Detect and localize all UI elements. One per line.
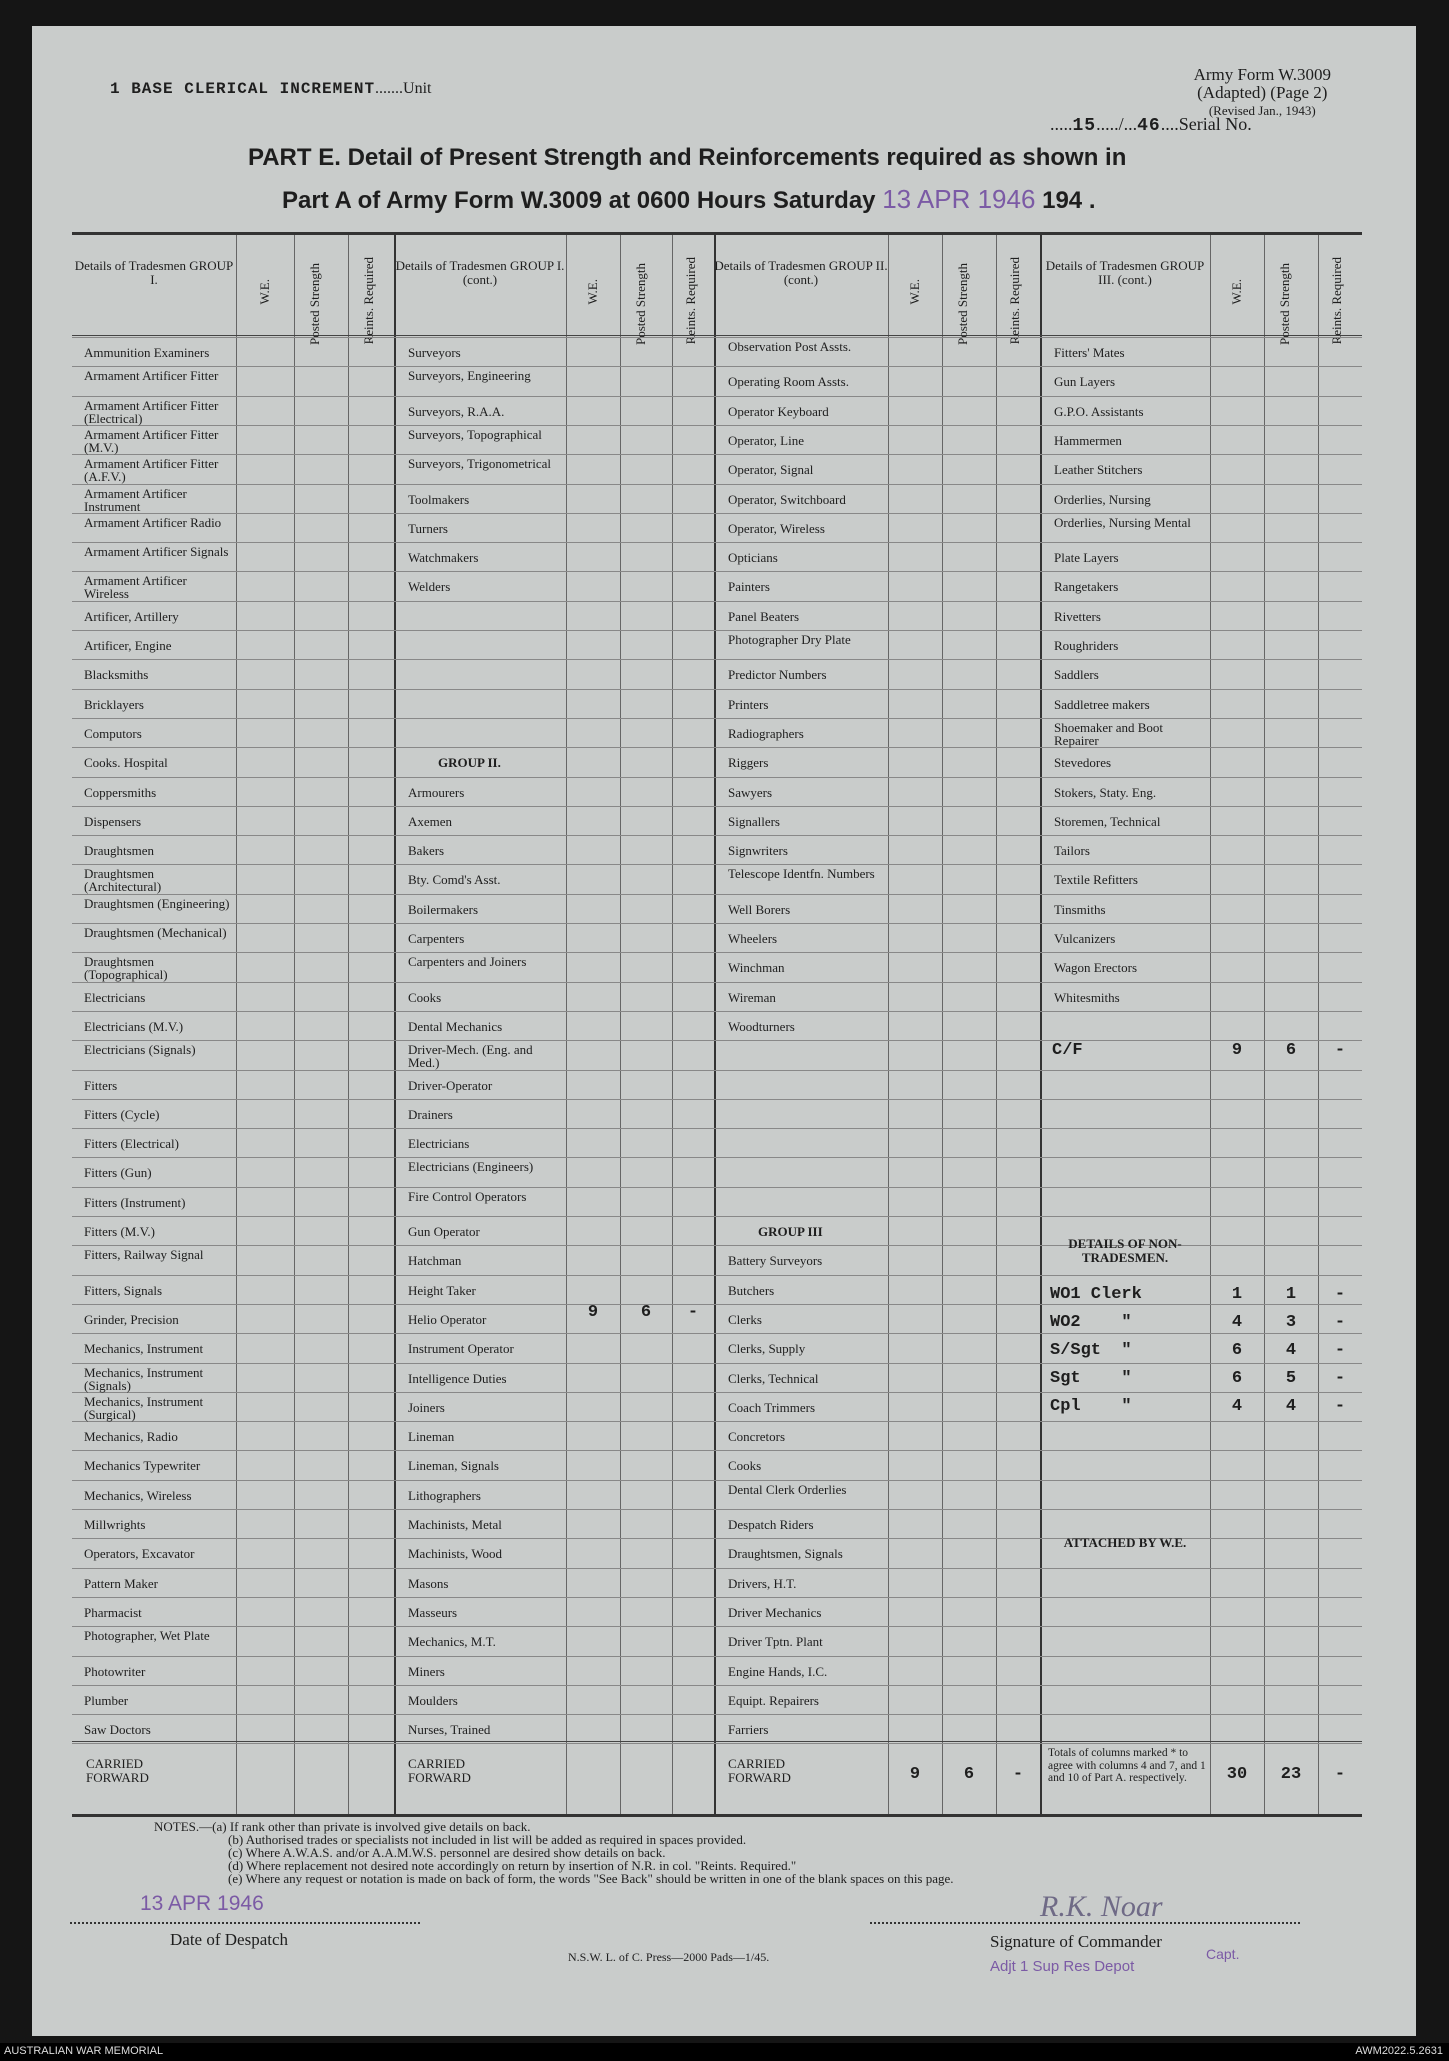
trade-row-label: Signwriters <box>728 843 788 859</box>
trade-row-label: Blacksmiths <box>84 667 149 683</box>
trade-row-label: Orderlies, Nursing <box>1054 491 1151 507</box>
trade-row-label: Coach Trimmers <box>728 1399 816 1415</box>
trade-row-label: Machinists, Wood <box>408 1546 503 1562</box>
trade-row-label: Gun Layers <box>1054 374 1116 390</box>
non-tradesman-reints: - <box>1334 1285 1346 1304</box>
trade-row-label: Mechanics, Wireless <box>84 1487 192 1503</box>
trade-row-label: Draughtsmen (Architectural) <box>84 866 162 895</box>
form-revised: (Revised Jan., 1943) <box>1208 103 1316 118</box>
trade-row-label: Vulcanizers <box>1054 931 1116 946</box>
non-tradesman-rank: Sgt " <box>1050 1369 1132 1388</box>
group-heading: GROUP III <box>758 1224 823 1239</box>
unit-line: 1 BASE CLERICAL INCREMENT.......Unit <box>110 80 432 98</box>
printer-line: N.S.W. L. of C. Press—2000 Pads—1/45. <box>568 1950 770 1964</box>
despatch-line <box>70 1922 420 1924</box>
trade-row-label: Draughtsmen, Signals <box>728 1546 843 1562</box>
trade-row-label: Ammunition Examiners <box>84 345 210 360</box>
non-tradesman-reints: - <box>1334 1369 1346 1388</box>
trade-row-label: Operator, Switchboard <box>728 491 846 507</box>
note-e: (e) Where any request or notation is made on back of form, the words "See Back" should be written in one of the blank spaces on this page. <box>228 1871 954 1886</box>
trade-row-label: Armament Artificer Radio <box>84 514 222 530</box>
trade-row-label: Photowriter <box>84 1663 146 1679</box>
trade-row-label: Intelligence Duties <box>408 1370 507 1386</box>
note-d: (d) Where replacement not desired note accordingly on return by insertion of N.R. in col. "Reints. Required." <box>228 1858 797 1873</box>
trade-row-label: Surveyors, Engineering <box>408 368 531 384</box>
cf-label: C/F <box>1052 1041 1083 1060</box>
non-tradesmen-heading: DETAILS OF NON-TRADESMEN. <box>1068 1236 1182 1265</box>
trade-row-label: Electricians (M.V.) <box>84 1018 184 1034</box>
serial-part2: 46 <box>1137 116 1161 136</box>
trade-row-label: Armament Artificer Fitter <box>84 368 219 384</box>
trade-row-label: Cooks. Hospital <box>84 755 168 771</box>
trade-row-label: Lithographers <box>408 1487 481 1503</box>
trade-row-label: Operator, Wireless <box>728 520 825 536</box>
note-a: NOTES.—(a) If rank other than private is involved give details on back. <box>154 1819 531 1834</box>
trade-row-label: Clerks, Technical <box>728 1370 819 1386</box>
trade-row-label: Wagon Erectors <box>1054 960 1138 976</box>
non-tradesman-posted: 5 <box>1285 1369 1297 1388</box>
trade-row-label: Clerks, Supply <box>728 1341 806 1357</box>
form-adapted: (Adapted) (Page 2) <box>1197 83 1328 102</box>
trade-row-label: G.P.O. Assistants <box>1054 403 1144 419</box>
trade-row-label: Driver Tptn. Plant <box>728 1634 823 1650</box>
we-header: W.E. <box>585 279 600 305</box>
trade-row-label: Surveyors, Trigonometrical <box>408 456 551 472</box>
we-header: W.E. <box>1229 279 1244 305</box>
cf-we: 9 <box>1231 1041 1243 1060</box>
trade-row-label: Welders <box>408 579 451 595</box>
trade-row-label: Well Borers <box>728 901 791 917</box>
title-year: 194 <box>1042 187 1083 214</box>
posted-header: Posted Strength <box>633 263 648 345</box>
trade-row-label: Riggers <box>728 755 769 771</box>
despatch-stamp: 13 APR 1946 <box>140 1892 264 1915</box>
trade-row-label: Opticians <box>728 550 778 566</box>
trade-row-label: Watchmakers <box>408 550 479 566</box>
posted-header: Posted Strength <box>307 263 322 345</box>
trade-row-label: Storemen, Technical <box>1054 813 1161 829</box>
posted-header: Posted Strength <box>955 263 970 345</box>
non-tradesman-we: 1 <box>1231 1285 1243 1304</box>
commander-signature: R.K. Noar <box>1040 1890 1163 1923</box>
non-tradesman-posted: 4 <box>1285 1341 1297 1360</box>
trade-row-label: Dispensers <box>84 813 142 829</box>
non-tradesman-rank: S/Sgt " <box>1050 1341 1132 1360</box>
trade-row-label: Bricklayers <box>84 696 144 712</box>
archive-footer <box>0 2043 1449 2061</box>
trade-row-label: Draughtsmen (Mechanical) <box>84 925 227 940</box>
trade-row-label: Miners <box>408 1663 445 1679</box>
notes <box>154 1820 954 1885</box>
serial-part1: 15 <box>1072 116 1097 136</box>
non-tradesman-we: 6 <box>1231 1369 1243 1388</box>
trade-row-label: Bakers <box>408 843 445 859</box>
signature-line <box>870 1922 1300 1924</box>
header-group1: Details of Tradesmen GROUP I. <box>74 258 234 287</box>
trade-row-label: Fitters' Mates <box>1054 345 1125 360</box>
trade-row-label: Instrument Operator <box>408 1341 514 1357</box>
form-number: Army Form W.3009 <box>1193 65 1331 84</box>
trade-row-label: Armament Artificer Wireless <box>84 573 187 602</box>
trade-row-label: Artificer, Engine <box>84 638 172 653</box>
non-tradesman-we: 6 <box>1231 1341 1243 1360</box>
trade-row-label: Driver-Operator <box>408 1077 493 1093</box>
trade-row-label: Textile Refitters <box>1054 872 1138 888</box>
trade-row-label: Operator, Signal <box>728 462 814 478</box>
non-tradesman-rank: WO1 Clerk <box>1050 1285 1142 1304</box>
trade-row-label: Fitters <box>84 1077 118 1093</box>
trade-row-label: Helio Operator <box>408 1311 487 1327</box>
non-tradesman-we: 4 <box>1231 1313 1243 1332</box>
trade-row-label: Engine Hands, I.C. <box>728 1663 828 1679</box>
trade-row-label: Concretors <box>728 1429 786 1445</box>
trade-row-label: Rivetters <box>1054 608 1101 624</box>
trade-row-label: Plumber <box>84 1692 129 1708</box>
trade-row-label: Cooks <box>728 1458 762 1474</box>
header-group2-cont: Details of Tradesmen GROUP II. (cont.) <box>714 258 888 287</box>
trade-row-label: Armament Artificer Instrument <box>84 485 187 514</box>
trade-row-label: Clerks <box>728 1311 762 1327</box>
trade-row-label: Cooks <box>408 989 442 1005</box>
trade-row-label: Observation Post Assts. <box>728 339 852 354</box>
signature-label: Signature of Commander <box>990 1932 1162 1951</box>
trade-row-label: Surveyors <box>408 345 461 360</box>
trade-row-label: Fitters (Cycle) <box>84 1106 160 1122</box>
trade-row-label: Mechanics, Instrument <box>84 1341 204 1357</box>
trade-row-label: Stevedores <box>1054 755 1112 771</box>
trade-row-label: Moulders <box>408 1692 458 1708</box>
cf-posted: 6 <box>1285 1041 1297 1060</box>
trade-row-label: Machinists, Metal <box>408 1517 502 1532</box>
trade-row-label: Saddletree makers <box>1054 696 1150 712</box>
trade-row-label: Signallers <box>728 813 780 829</box>
trade-row-label: Grinder, Precision <box>84 1311 179 1327</box>
reints-header: Reints. Required <box>683 257 698 345</box>
trade-row-label: Roughriders <box>1054 638 1119 653</box>
trade-row-label: Driver Mechanics <box>728 1604 822 1620</box>
we-header: W.E. <box>257 279 272 305</box>
trade-row-label: Hatchman <box>408 1253 462 1269</box>
trade-row-label: Mechanics, Instrument (Surgical) <box>84 1393 204 1422</box>
trade-row-label: Telescope Identfn. Numbers <box>728 866 875 882</box>
form-title-line2: Part A of Army Form W.3009 at 0600 Hours Saturday 13 APR 1946 194 . <box>282 184 1096 214</box>
trade-row-label: Draughtsmen <box>84 843 155 859</box>
trade-row-label: Armament Artificer Signals <box>84 544 229 560</box>
despatch-label: Date of Despatch <box>170 1930 289 1949</box>
non-tradesman-reints: - <box>1334 1341 1346 1360</box>
cf3-posted: 6 <box>963 1765 975 1784</box>
trade-row-label: Fitters (Gun) <box>84 1165 152 1181</box>
trade-row-label: Sawyers <box>728 784 773 800</box>
trade-row-label: Electricians (Signals) <box>84 1042 196 1058</box>
trade-row-label: Stokers, Staty. Eng. <box>1054 784 1157 800</box>
trade-row-label: Leather Stitchers <box>1054 462 1143 478</box>
form-title-line1: PART E. Detail of Present Strength and Reinforcements required as shown in <box>248 144 1127 171</box>
date-stamp: 13 APR 1946 <box>882 184 1036 214</box>
unit-label: Unit <box>403 80 432 97</box>
trade-row-label: Operator, Line <box>728 432 805 448</box>
trade-row-label: Lineman, Signals <box>408 1458 499 1474</box>
trade-row-label: Painters <box>728 579 770 595</box>
serial-number: .....15...../...46....Serial No. <box>1050 114 1252 136</box>
cf-reints: - <box>1334 1041 1346 1060</box>
trade-row-label: Equipt. Repairers <box>728 1692 819 1708</box>
trade-row-label: Printers <box>728 696 769 712</box>
header-group1-cont: Details of Tradesmen GROUP I. (cont.) <box>395 258 565 287</box>
reints-header: Reints. Required <box>361 257 376 345</box>
we-header: W.E. <box>907 279 922 305</box>
trade-row-label: Axemen <box>408 813 453 829</box>
posted-header: Posted Strength <box>1277 263 1292 345</box>
trade-row-label: Fitters, Railway Signal <box>84 1247 204 1263</box>
trade-row-label: Driver-Mech. (Eng. and Med.) <box>408 1042 533 1071</box>
rank-stamp: Capt. <box>1206 1946 1240 1962</box>
trade-row-label: Armament Artificer Fitter (Electrical) <box>84 397 219 426</box>
trade-row-label: Fire Control Operators <box>408 1188 527 1204</box>
totals-we: 30 <box>1226 1765 1248 1784</box>
trade-row-label: Wheelers <box>728 931 778 946</box>
trade-row-label: Bty. Comd's Asst. <box>408 872 501 888</box>
trade-row-label: Computors <box>84 725 142 741</box>
trade-row-label: Rangetakers <box>1054 579 1119 595</box>
trade-row-label: Winchman <box>728 960 785 976</box>
trade-row-label: Tailors <box>1054 843 1090 859</box>
trade-row-label: Draughtsmen (Engineering) <box>84 895 230 911</box>
trade-row-label: Shoemaker and Boot Repairer <box>1054 719 1164 748</box>
trade-row-label: Fitters (M.V.) <box>84 1224 155 1239</box>
trade-row-label: Drivers, H.T. <box>728 1575 797 1591</box>
trade-row-label: Surveyors, R.A.A. <box>408 403 505 419</box>
trade-row-label: Turners <box>408 520 448 536</box>
trade-row-label: Operator Keyboard <box>728 403 829 419</box>
cf3-we: 9 <box>909 1765 921 1784</box>
trade-row-label: Nurses, Trained <box>408 1722 491 1738</box>
trade-row-label: Radiographers <box>728 725 804 741</box>
trade-row-label: Drainers <box>408 1106 453 1122</box>
trade-row-label: Height Taker <box>408 1282 476 1298</box>
reints-header: Reints. Required <box>1007 257 1022 345</box>
carried-forward-label: CARRIED FORWARD <box>408 1756 471 1785</box>
trade-row-label: Electricians (Engineers) <box>408 1159 534 1175</box>
trade-row-label: Tinsmiths <box>1054 901 1106 917</box>
trade-row-label: Farriers <box>728 1722 769 1738</box>
non-tradesman-rank: WO2 " <box>1050 1313 1132 1332</box>
trade-row-label: Artificer, Artillery <box>84 608 179 624</box>
trade-row-label: Saw Doctors <box>84 1722 151 1738</box>
title-line2-text: Part A of Army Form W.3009 at 0600 Hours Saturday <box>282 187 876 214</box>
trade-row-label: Masseurs <box>408 1604 458 1620</box>
trade-row-label: Mechanics, Instrument (Signals) <box>84 1364 204 1393</box>
clerks-we: 9 <box>587 1303 599 1322</box>
trade-row-label: Photographer Dry Plate <box>728 632 851 647</box>
form-identifier <box>1194 66 1331 120</box>
clerks-posted: 6 <box>640 1303 652 1322</box>
trade-row-label: Millwrights <box>84 1517 146 1532</box>
cf3-reints: - <box>1012 1765 1024 1784</box>
totals-reints: - <box>1334 1765 1346 1784</box>
trade-row-label: Orderlies, Nursing Mental <box>1054 514 1191 530</box>
trade-row-label: Whitesmiths <box>1054 989 1120 1005</box>
note-b: (b) Authorised trades or specialists not included in list will be added as required in spaces provided. <box>228 1832 747 1847</box>
attached-heading: ATTACHED BY W.E. <box>1063 1535 1187 1550</box>
trade-row-label: Boilermakers <box>408 901 479 917</box>
trade-row-label: Operators, Excavator <box>84 1546 195 1562</box>
trade-row-label: Pattern Maker <box>84 1575 159 1591</box>
trade-row-label: Fitters (Instrument) <box>84 1194 186 1210</box>
trade-row-label: Mechanics Typewriter <box>84 1458 201 1474</box>
trade-row-label: Photographer, Wet Plate <box>84 1628 210 1644</box>
non-tradesman-reints: - <box>1334 1313 1346 1332</box>
footer-left: AUSTRALIAN WAR MEMORIAL <box>4 2045 164 2057</box>
trade-row-label: Woodturners <box>728 1018 795 1034</box>
non-tradesman-we: 4 <box>1231 1397 1243 1416</box>
trade-row-label: Masons <box>408 1575 449 1591</box>
trade-row-label: Plate Layers <box>1054 550 1119 566</box>
trade-row-label: Fitters, Signals <box>84 1282 163 1298</box>
trade-row-label: Armourers <box>408 784 465 800</box>
trade-row-label: Fitters (Electrical) <box>84 1136 179 1152</box>
totals-note: Totals of columns marked * to agree with columns 4 and 7, and 1 and 10 of Part A. respectively. <box>1048 1747 1206 1784</box>
non-tradesman-posted: 4 <box>1285 1397 1297 1416</box>
trade-row-label: Electricians <box>84 989 146 1005</box>
trade-row-label: Pharmacist <box>84 1604 142 1620</box>
trade-row-label: Carpenters <box>408 931 465 946</box>
note-c: (c) Where A.W.A.S. and/or A.A.M.W.S. personnel are desired show details on back. <box>228 1845 666 1860</box>
trade-row-label: Armament Artificer Fitter (M.V.) <box>84 426 219 455</box>
trade-row-label: Electricians <box>408 1136 470 1152</box>
trade-row-label: Panel Beaters <box>728 608 800 624</box>
trade-row-label: Wireman <box>728 989 776 1005</box>
serial-label: Serial No. <box>1178 114 1252 134</box>
trade-row-label: Dental Clerk Orderlies <box>728 1481 847 1497</box>
trade-row-label: Operating Room Assts. <box>728 374 849 390</box>
trade-row-label: Surveyors, Topographical <box>408 426 542 442</box>
trade-row-label: Despatch Riders <box>728 1517 814 1532</box>
trade-row-label: Butchers <box>728 1282 775 1298</box>
reints-header: Reints. Required <box>1329 257 1344 345</box>
trade-row-label: Battery Surveyors <box>728 1253 823 1269</box>
trade-row-label: Hammermen <box>1054 432 1122 448</box>
trade-row-label: Dental Mechanics <box>408 1018 503 1034</box>
trade-row-label: Joiners <box>408 1399 445 1415</box>
non-tradesman-posted: 3 <box>1285 1313 1297 1332</box>
non-tradesman-posted: 1 <box>1285 1285 1297 1304</box>
unit-name: 1 BASE CLERICAL INCREMENT <box>110 80 376 98</box>
trade-row-label: Mechanics, Radio <box>84 1429 178 1445</box>
trade-row-label: Saddlers <box>1054 667 1099 683</box>
trade-row-label: Draughtsmen (Topographical) <box>84 954 168 983</box>
trade-row-label: Armament Artificer Fitter (A.F.V.) <box>84 456 219 485</box>
group-heading: GROUP II. <box>438 755 501 771</box>
trade-row-label: Predictor Numbers <box>728 667 827 683</box>
trade-row-label: Gun Operator <box>408 1224 480 1239</box>
carried-forward-label: CARRIED FORWARD <box>86 1756 149 1785</box>
header-group3-cont: Details of Tradesmen GROUP III. (cont.) <box>1045 258 1205 287</box>
carried-forward-label: CARRIED FORWARD <box>728 1756 791 1785</box>
footer-right: AWM2022.5.2631 <box>1355 2045 1443 2057</box>
trade-row-label: Coppersmiths <box>84 784 157 800</box>
trade-row-label: Lineman <box>408 1429 455 1445</box>
trade-row-label: Mechanics, M.T. <box>408 1634 496 1650</box>
trade-row-label: Carpenters and Joiners <box>408 954 527 970</box>
totals-posted: 23 <box>1280 1765 1302 1784</box>
non-tradesman-rank: Cpl " <box>1050 1397 1132 1416</box>
trade-row-label: Toolmakers <box>408 491 470 507</box>
strength-table <box>72 232 1362 1817</box>
non-tradesman-reints: - <box>1334 1397 1346 1416</box>
clerks-reints: - <box>687 1303 699 1322</box>
depot-stamp: Adjt 1 Sup Res Depot <box>990 1958 1135 1975</box>
